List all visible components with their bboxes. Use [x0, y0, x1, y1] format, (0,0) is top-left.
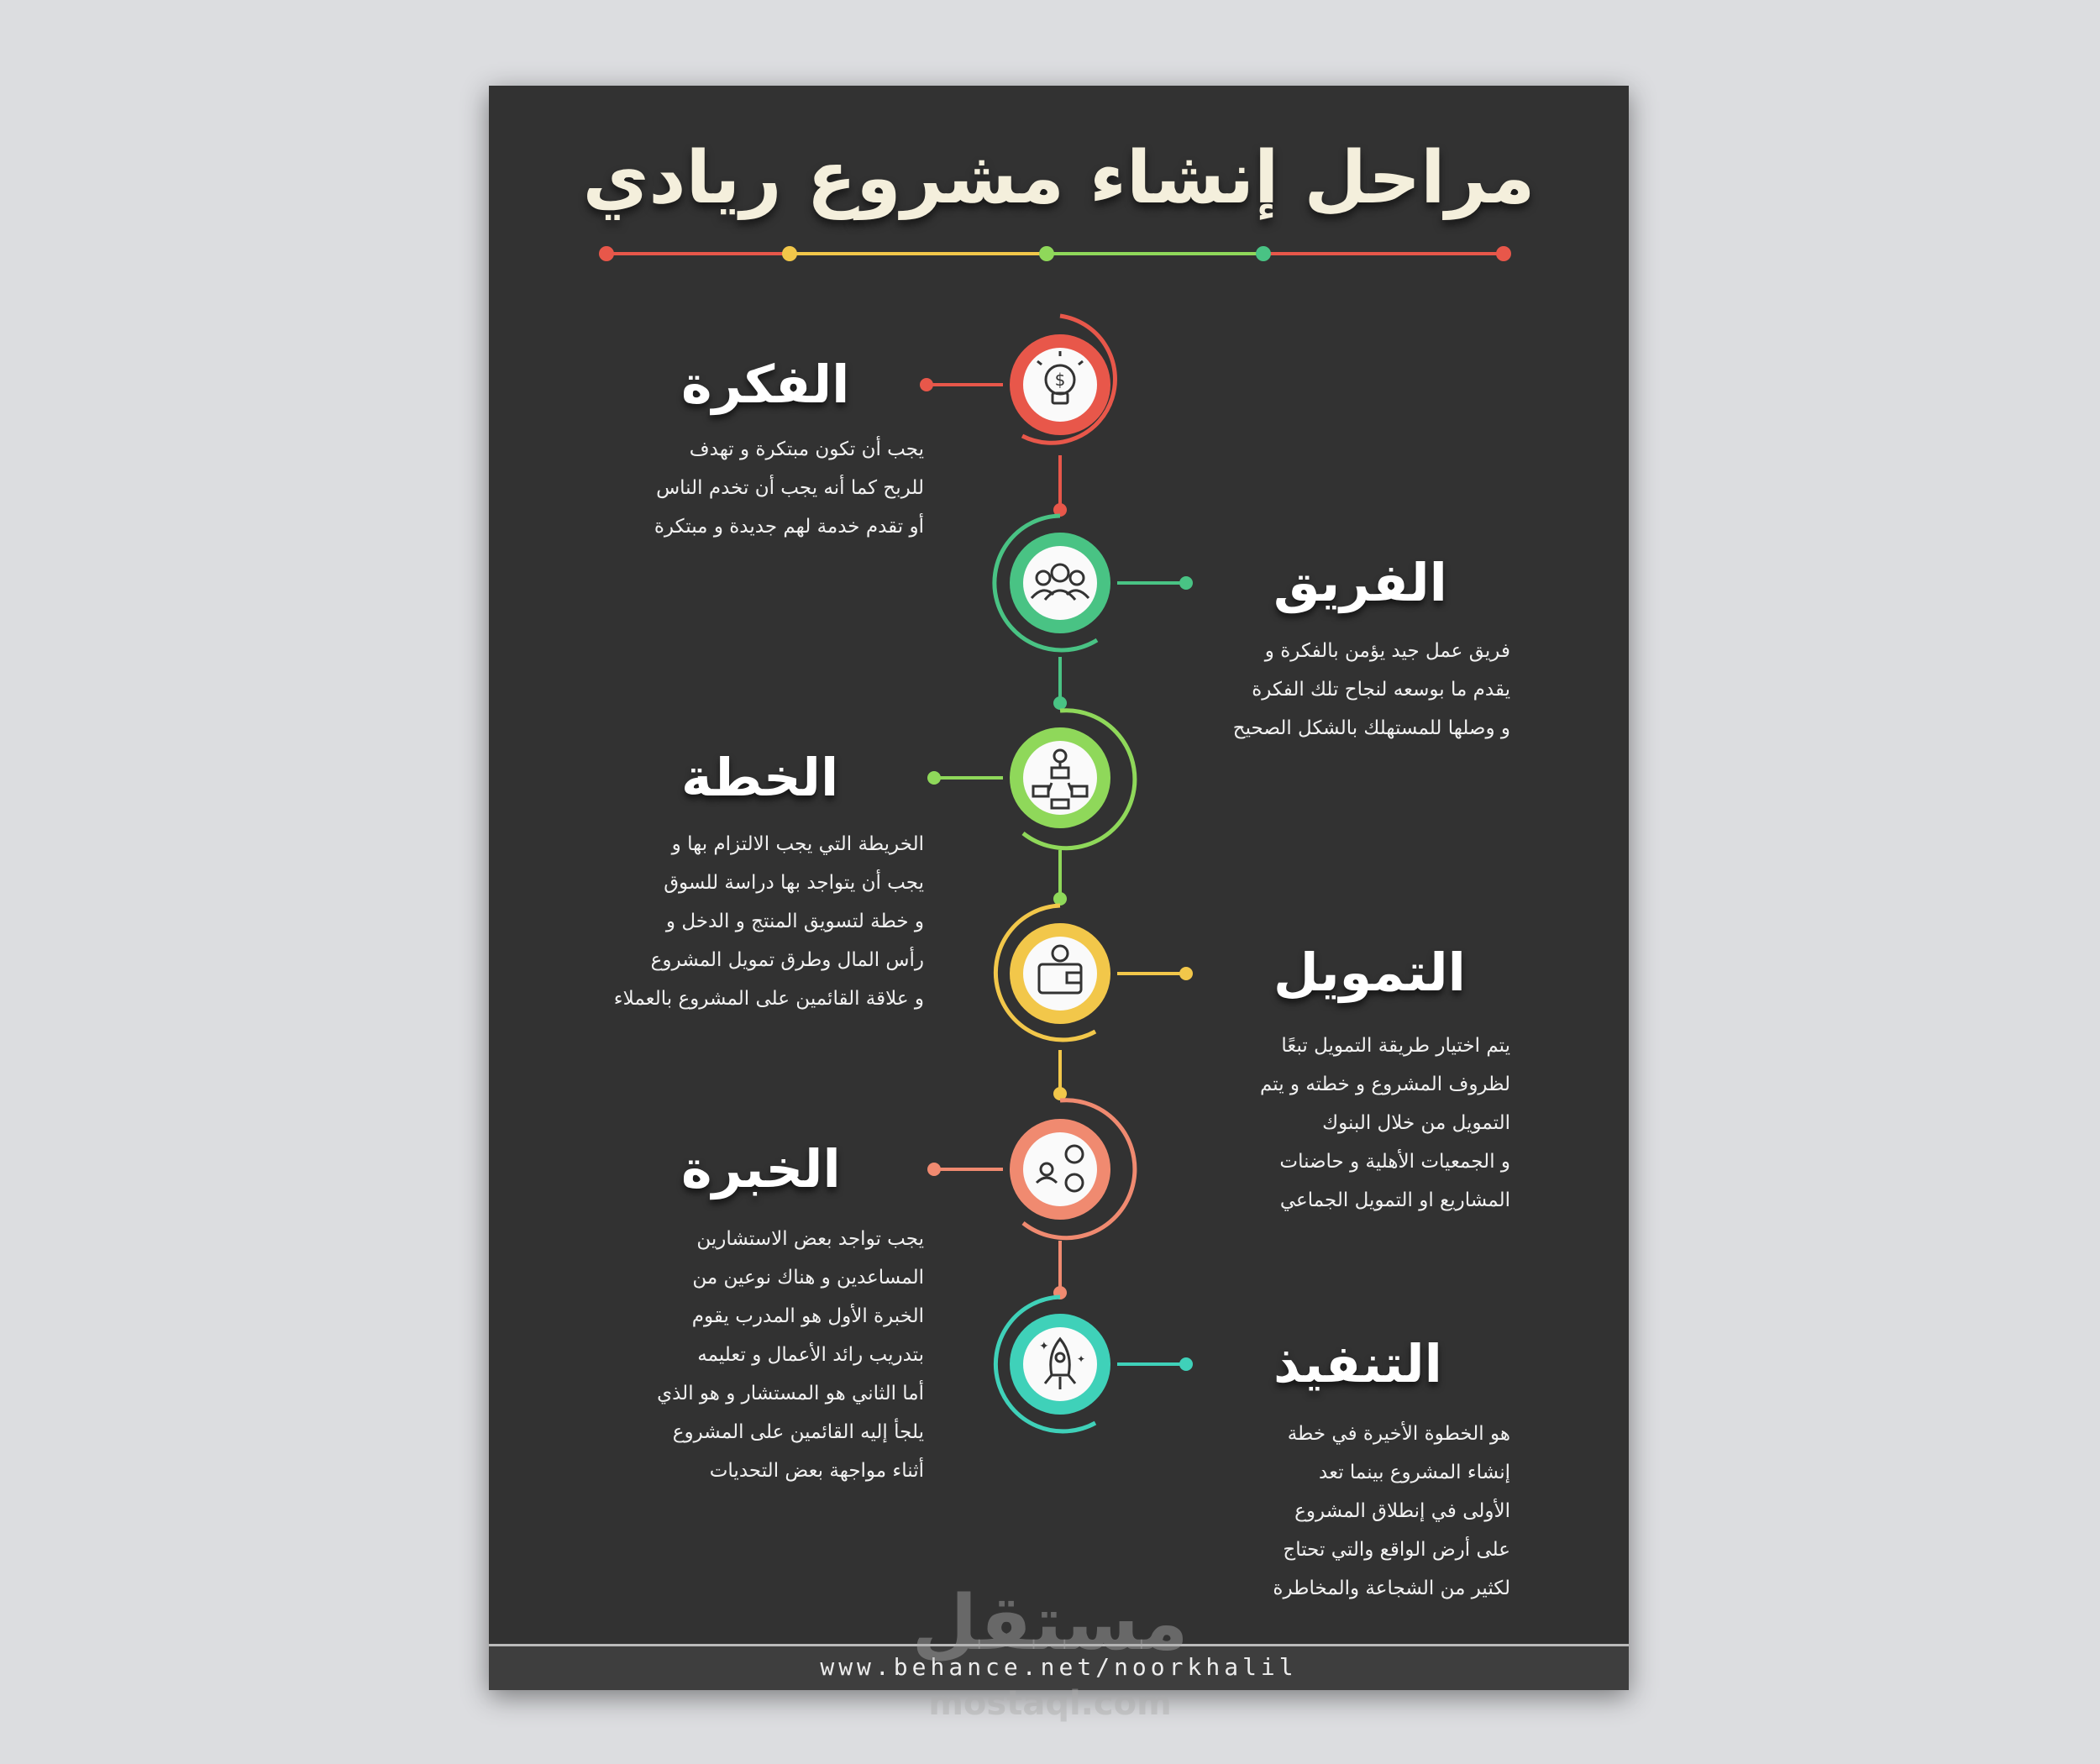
stage-text-4: يتم اختيار طريقة التمويل تبعًا لظروف المشروع و خطته و يتم التمويل من خلال البنوك و الجمعيات الأهلية و حاضنات المشاريع او التمويل الجماعي — [1259, 1035, 1510, 1211]
stage-text-3: الخريطة التي يجب الالتزام بها و يجب أن يتواجد بها دراسة للسوق و خطة لتسويق المنتج و الدخل و رأس المال وطرق تمويل المشروع و علاقة القائمين على المشروع بالعملاء — [613, 833, 924, 1010]
stage-node-6 — [995, 1297, 1193, 1431]
stage-node-3 — [927, 711, 1135, 848]
stage-node-5 — [927, 1100, 1135, 1238]
stage-node-1 — [920, 316, 1115, 443]
svg-text:$: $ — [1054, 370, 1066, 390]
watermark-arabic: مستقل — [911, 1579, 1189, 1667]
stage-text-1: يجب أن تكون مبتكرة و تهدف للربح كما أنه يجب أن تخدم الناس أو تقدم خدمة لهم جديدة و مبتكرة — [654, 438, 924, 538]
divider-dot — [1039, 246, 1054, 261]
stage-title-2: الفريق — [1262, 553, 1459, 613]
poster-title: مراحل إنشاء مشروع ريادي — [582, 136, 1536, 220]
stage-title-4: التمويل — [1262, 942, 1478, 1003]
footer-url[interactable]: www.behance.net/noorkhalil — [820, 1653, 1298, 1681]
divider-dot — [1256, 246, 1271, 261]
divider-dot — [599, 246, 614, 261]
stage-title-3: الخطة — [669, 748, 850, 808]
divider-dot — [1496, 246, 1511, 261]
poster — [489, 86, 1629, 1690]
stage-text-2: فريق عمل جيد يؤمن بالفكرة و يقدم ما بوسعه لنجاح تلك الفكرة و وصلها للمستهلك بالشكل الصحيح — [1232, 640, 1510, 739]
svg-text:✦: ✦ — [1039, 1340, 1049, 1353]
svg-text:✦: ✦ — [1077, 1353, 1086, 1365]
stage-title-1: الفكرة — [669, 354, 861, 415]
stage-text-5: يجب تواجد بعض الاستشارين المساعدين و هناك نوعين من الخبرة الأول هو المدرب يقوم بتدريب رائد الأعمال و تعليمه أما الثاني هو المستشار و هو الذي يلجأ إليه القائمين على المشروع أثناء مواجهة بعض التحديات — [657, 1228, 924, 1482]
stage-title-6: التنفيذ — [1262, 1334, 1454, 1394]
stage-text-6: هو الخطوة الأخيرة في خطة إنشاء المشروع بينما تعد الأولى في إنطلاق المشروع على أرض الواقع والتي تحتاج لكثير من الشجاعة والمخاطرة — [1273, 1423, 1510, 1599]
stage-title-5: الخبرة — [669, 1139, 853, 1200]
divider-dot — [782, 246, 797, 261]
stage-node-2 — [995, 516, 1193, 650]
stage-node-4 — [995, 906, 1193, 1040]
watermark-latin: mostaql.com — [928, 1684, 1172, 1723]
